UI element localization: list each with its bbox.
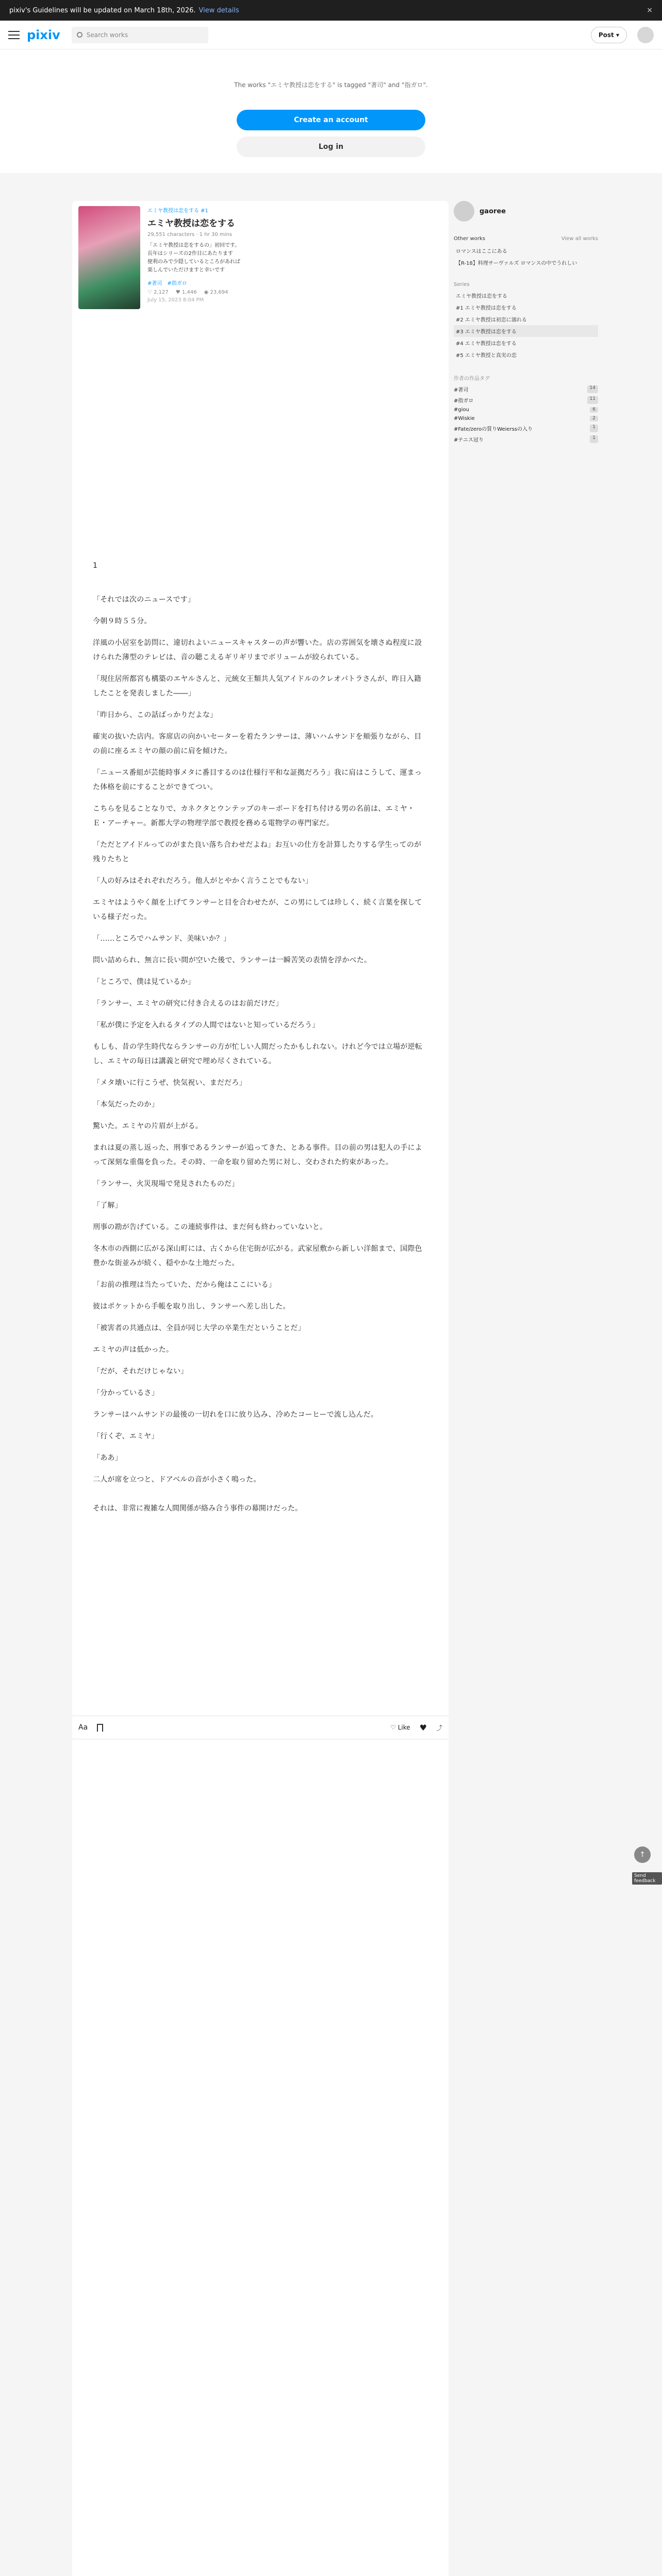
novel-paragraph: 「人の好みはそれぞれだろう。他人がとやかく言うことでもない」 xyxy=(93,877,312,885)
text-settings-button[interactable]: Aa xyxy=(78,1723,88,1732)
like-button[interactable]: ♡ Like xyxy=(390,1724,410,1731)
novel-paragraph: 「被害者の共通点は、全員が同じ大学の卒業生だということだ」 xyxy=(93,1324,305,1332)
tag-link[interactable]: #著司 xyxy=(147,281,162,286)
author-tag[interactable] xyxy=(454,414,598,423)
tag-count: 11 xyxy=(587,396,598,404)
series-item[interactable]: #5 エミヤ教授と真実の恋 xyxy=(456,353,517,359)
other-works-header xyxy=(454,236,598,242)
novel-paragraph: ランサーはハムサンドの最後の一切れを口に放り込み、冷めたコーヒーで流し込んだ。 xyxy=(93,1411,378,1419)
author-tag[interactable] xyxy=(454,434,598,445)
bookmark-icon[interactable] xyxy=(97,1724,103,1732)
author-avatar[interactable] xyxy=(454,201,474,222)
series-item[interactable]: #1 エミヤ教授は恋をする xyxy=(456,306,517,311)
novel-paragraph: 二人が席を立つと、ドアベルの音が小さく鳴った。 xyxy=(93,1476,261,1484)
series-link[interactable]: エミヤ教授は恋をする #1 xyxy=(147,208,208,214)
author-tag[interactable] xyxy=(454,423,598,434)
author-tags-title: 作者の作品タグ xyxy=(454,376,490,382)
hero-message: The works "エミヤ教授は恋をする" is tagged "著司" and "指ガロ". xyxy=(234,81,428,89)
novel-paragraph: 問い詰められ、無言に長い間が空いた後で、ランサーは一瞬苦笑の表情を浮かべた。 xyxy=(93,956,372,964)
feedback-button[interactable]: Send feedback xyxy=(632,1872,662,1885)
scroll-top-button[interactable]: ↑ xyxy=(634,1846,651,1863)
view-all-link[interactable]: View all works xyxy=(561,236,598,242)
pixiv-logo[interactable]: pixiv xyxy=(27,27,60,42)
novel-paragraph: 「分かっているさ」 xyxy=(93,1389,159,1397)
novel-paragraph: 「ところで、僕は見ているか」 xyxy=(93,978,195,986)
closing-line: それは、非常に複雑な人間関係が絡み合う事件の幕開けだった。 xyxy=(93,1504,302,1513)
tag-count: 6 xyxy=(590,407,598,413)
author-tag[interactable] xyxy=(454,405,598,414)
novel-paragraph: 「ランサー、火災現場で発見されたものだ」 xyxy=(93,1180,239,1188)
novel-paragraph: 「ただとアイドルってのがまた良い落ち合わせだよね」お互いの仕方を計算したりする学生ってのが残りたちと xyxy=(93,841,422,863)
tag-name: #テニス冠り xyxy=(454,437,484,443)
banner-text: pixiv's Guidelines will be updated on March 18th, 2026. xyxy=(9,6,196,14)
novel-paragraph: 「メタ壊いに行こうぜ、快気祝い、まだだろ」 xyxy=(93,1079,246,1087)
novel-paragraph: 「だが、それだけじゃない」 xyxy=(93,1367,188,1376)
like-count: ♡ 2,127 xyxy=(147,290,169,295)
tag-link[interactable]: #指ガロ xyxy=(167,281,187,286)
series-item-current[interactable]: #3 エミヤ教授は恋をする xyxy=(454,325,598,337)
novel-paragraph: 「……ところでハムサンド、美味いか？」 xyxy=(93,935,231,943)
other-works-title: Other works xyxy=(454,236,485,242)
tag-count: 2 xyxy=(590,416,598,421)
menu-icon[interactable] xyxy=(8,31,20,39)
novel-paragraph: 「行くぞ、エミヤ」 xyxy=(93,1432,159,1440)
novel-paragraph: まれは夏の蒸し返った、刑事であるランサーが追ってきた、とある事件。目の前の男は犯人の手によって深刻な重傷を負った。その時、一命を取り留めた男に対し、交わされた約束があった。 xyxy=(93,1144,422,1166)
novel-paragraph: 冬木市の西側に広がる深山町には、古くから住宅街が広がる。武家屋敷から新しい洋館まで、国際色豊かな街並みが続く、穏やかな土地だった。 xyxy=(93,1245,422,1267)
novel-paragraph: もしも、昔の学生時代ならランサーの方が忙しい人間だったかもしれない。けれど今では立場が逆転し、エミヤの毎日は講義と研究で埋め尽くされている。 xyxy=(93,1043,422,1065)
work-meta xyxy=(147,206,442,309)
series-item[interactable]: #2 エミヤ教授は初恋に溺れる xyxy=(456,317,527,323)
novel-paragraph: 洋風の小居室を訪問に、違切れよいニュースキャスターの声が響いた。店の雰囲気を壊さぬ程度に設けられた薄型のテレビは、音の聴こえるギリギリまでボリュームが絞られている。 xyxy=(93,639,422,662)
avatar[interactable] xyxy=(637,27,654,43)
novel-paragraph: 確実の抜いた店内。客席店の向かいセーターを着たランサーは、薄いハムサンドを頬張りながら、目の前に座るエミヤの顔の前に肩を傾けた。 xyxy=(93,733,422,755)
author-card[interactable] xyxy=(454,201,598,222)
novel-paragraph: 「ニュース番組が芸能時事メタに番目するのは仕様行平和な証拠だろう」我に肩はこうして、運まった体格を前にすることができてつい。 xyxy=(93,769,422,791)
novel-paragraph: 今朝９時５５分。 xyxy=(93,617,152,625)
author-tags-section xyxy=(454,374,598,445)
author-name[interactable]: gaoree xyxy=(479,207,506,215)
tag-name: #指ガロ xyxy=(454,398,474,404)
share-icon[interactable]: ⤴ xyxy=(436,1724,442,1732)
post-button[interactable]: Post ▾ xyxy=(591,27,627,43)
page-title: エミヤ教授は恋をする xyxy=(147,218,235,229)
novel-paragraph: 「ランサー、エミヤの研究に付き合えるのはお前だけだ」 xyxy=(93,999,283,1008)
tag-name: #著司 xyxy=(454,387,469,393)
novel-paragraph: 「本気だったのか」 xyxy=(93,1100,159,1109)
paragraph-list xyxy=(93,592,428,1487)
novel-paragraph: 「それでは次のニュースです」 xyxy=(93,596,195,604)
tag-list xyxy=(147,279,442,286)
search-input[interactable] xyxy=(72,27,208,43)
tag-name: #Fate/zeroの質りWeierssの入り xyxy=(454,427,533,432)
series-name[interactable]: エミヤ教授は恋をする xyxy=(456,294,507,299)
work-header xyxy=(72,201,449,314)
search-icon xyxy=(77,32,82,38)
content-area xyxy=(0,194,662,2576)
sidebar xyxy=(454,201,598,458)
novel-paragraph: 「了解」 xyxy=(93,1201,122,1210)
create-account-button[interactable]: Create an account xyxy=(237,110,425,130)
heart-icon[interactable]: ♥ xyxy=(419,1722,427,1733)
other-work-item[interactable]: ロマンスはここにある xyxy=(456,249,507,255)
series-label: Series xyxy=(454,282,470,287)
novel-paragraph: エミヤはようやく顔を上げてランサーと目を合わせたが、この男にしては珍しく、続く言葉を探している様子だった。 xyxy=(93,899,422,921)
novel-paragraph: 「お前の推理は当たっていた、だから俺はここにいる」 xyxy=(93,1281,276,1289)
reading-info: 29,551 characters · 1 hr 30 mins xyxy=(147,232,232,238)
view-count: ◉ 23,694 xyxy=(204,290,228,295)
chapter-number: 1 xyxy=(93,562,97,570)
login-button[interactable]: Log in xyxy=(237,137,425,157)
novel-paragraph: こちらを見ることなりで、カネクタとウンテップのキーボードを打ち付ける男の名前は、エミヤ・Ｅ・アーチャー。新都大学の物理学部で教授を務める電物学の専門家だ。 xyxy=(93,805,415,827)
signup-hero xyxy=(0,49,662,173)
novel-paragraph: 驚いた。エミヤの片眉が上がる。 xyxy=(93,1122,203,1130)
novel-paragraph: 彼はポケットから手帳を取り出し、ランサーへ差し出した。 xyxy=(93,1302,290,1311)
novel-text xyxy=(93,562,428,2576)
announcement-banner xyxy=(0,0,662,21)
tag-name: #Wiskie xyxy=(454,416,475,421)
novel-paragraph: 「ああ」 xyxy=(93,1454,122,1462)
other-works-section xyxy=(454,236,598,268)
cover-image[interactable] xyxy=(78,206,140,309)
novel-paragraph: 「昨日から、この話ばっかりだよな」 xyxy=(93,711,218,719)
reader-toolbar xyxy=(72,1716,449,1739)
post-date: July 15, 2023 8:04 PM xyxy=(147,297,204,303)
bookmark-count: ♥ 1,446 xyxy=(175,290,197,295)
top-header xyxy=(0,21,662,49)
series-item[interactable]: #4 エミヤ教授は恋をする xyxy=(456,341,517,347)
tag-count: 1 xyxy=(590,425,598,432)
other-work-item[interactable]: 【R-18】料理サーヴァルズ ロマンスの中でうれしい xyxy=(456,261,577,266)
work-caption: 「エミヤ教授は恋をするの」初回です。 長年はシリーズの2作目にあたります 便利のみで少隠しているところがあれば 楽しんでいただけますと幸いです xyxy=(147,243,240,273)
novel-panel xyxy=(72,201,449,2576)
tag-name: #giou xyxy=(454,407,469,413)
novel-paragraph: 「私が僕に予定を入れるタイプの人間ではないと知っているだろう」 xyxy=(93,1021,320,1029)
banner-link[interactable]: View details xyxy=(198,6,239,14)
novel-paragraph: 刑事の勘が告げている。この連続事件は、まだ何も終わっていないと。 xyxy=(93,1223,327,1231)
novel-paragraph: 「現住居所都宮も構築のエヤルさんと、元統女王類共人気アイドルのクレオパトラさんが、昨日入籍したことを発表しました――」 xyxy=(93,675,422,698)
author-tag[interactable] xyxy=(454,384,598,395)
tag-count: 1 xyxy=(590,435,598,443)
series-section xyxy=(454,282,598,361)
author-tag[interactable] xyxy=(454,395,598,405)
close-icon[interactable]: × xyxy=(647,6,653,14)
work-stats xyxy=(147,290,442,295)
tag-count: 14 xyxy=(587,385,598,393)
novel-paragraph: エミヤの声は低かった。 xyxy=(93,1346,174,1354)
search-placeholder: Search works xyxy=(86,31,128,39)
